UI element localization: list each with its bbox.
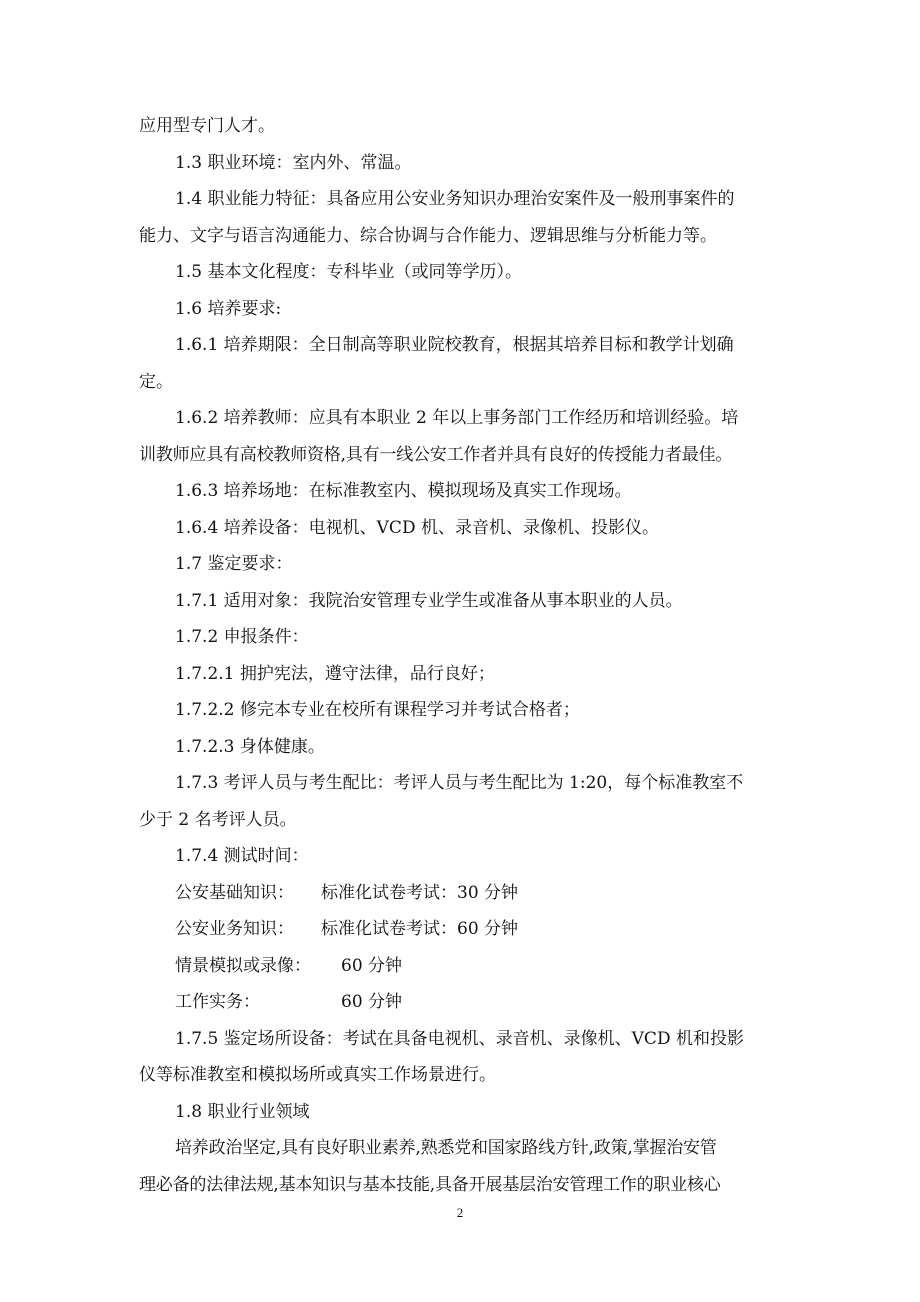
section-1-7-2: 1.7.2 申报条件： <box>175 627 309 647</box>
section-1-7-3: 1.7.3 考评人员与考生配比：考评人员与考生配比为 1:20，每个标准教室不 <box>175 773 744 793</box>
section-1-6-2: 1.6.2 培养教师：应具有本职业 2 年以上事务部门工作经历和培训经验。培 <box>175 408 739 428</box>
section-1-7-4: 1.7.4 测试时间： <box>175 846 309 866</box>
text-line: 应用型专门人才。 <box>139 116 275 136</box>
text-line: 理必备的法律法规,基本知识与基本技能,具备开展基层治安管理工作的职业核心 <box>139 1174 721 1195</box>
text-line: 仪等标准教室和模拟场所或真实工作场景进行。 <box>139 1065 496 1085</box>
section-1-7-2-3: 1.7.2.3 身体健康。 <box>175 736 325 757</box>
section-1-7-5: 1.7.5 鉴定场所设备：考试在具备电视机、录音机、录像机、VCD 机和投影 <box>175 1028 744 1049</box>
section-1-7: 1.7 鉴定要求： <box>175 554 293 574</box>
text-line: 培养政治坚定,具有良好职业素养,熟悉党和国家路线方针,政策,掌握治安管 <box>175 1138 717 1158</box>
section-1-5: 1.5 基本文化程度：专科毕业（或同等学历）。 <box>175 262 522 282</box>
text-line: 少于 2 名考评人员。 <box>139 809 297 830</box>
section-1-7-2-1: 1.7.2.1 拥护宪法，遵守法律，品行良好； <box>175 663 495 684</box>
text-line: 定。 <box>139 371 173 392</box>
test-time-value: 标准化试卷考试：30 分钟 <box>321 882 519 903</box>
page-number: 2 <box>456 1205 464 1220</box>
test-time-item: 公安业务知识： <box>175 919 294 939</box>
test-time-item: 公安基础知识： <box>175 882 294 903</box>
test-time-row <box>139 984 787 1021</box>
text-line: 训教师应具有高校教师资格,具有一线公安工作者并具有良好的传授能力者最佳。 <box>139 444 733 465</box>
test-time-value: 60 分钟 <box>341 992 403 1012</box>
section-1-7-1: 1.7.1 适用对象：我院治安管理专业学生或准备从事本职业的人员。 <box>175 590 683 611</box>
section-1-6: 1.6 培养要求: <box>175 298 282 319</box>
section-1-4: 1.4 职业能力特征：具备应用公安业务知识办理治安案件及一般刑事案件的 <box>175 189 735 209</box>
section-1-6-1: 1.6.1 培养期限：全日制高等职业院校教育，根据其培养目标和教学计划确 <box>175 335 734 355</box>
test-time-row <box>139 948 787 985</box>
section-1-6-3: 1.6.3 培养场地：在标准教室内、模拟现场及真实工作现场。 <box>175 481 632 501</box>
test-time-item: 情景模拟或录像： <box>175 955 311 976</box>
section-1-7-2-2: 1.7.2.2 修完本专业在校所有课程学习并考试合格者； <box>175 700 580 720</box>
test-time-value: 标准化试卷考试：60 分钟 <box>321 919 519 939</box>
test-time-value: 60 分钟 <box>341 955 403 976</box>
document-body <box>139 108 787 1203</box>
text-line: 能力、文字与语言沟通能力、综合协调与合作能力、逻辑思维与分析能力等。 <box>139 225 717 246</box>
test-time-row <box>139 911 787 948</box>
section-1-8: 1.8 职业行业领域 <box>175 1101 310 1122</box>
test-time-item: 工作实务： <box>175 992 260 1012</box>
section-1-3: 1.3 职业环境：室内外、常温。 <box>175 152 412 173</box>
test-time-row <box>139 875 787 912</box>
section-1-6-4: 1.6.4 培养设备：电视机、VCD 机、录音机、录像机、投影仪。 <box>175 517 659 538</box>
